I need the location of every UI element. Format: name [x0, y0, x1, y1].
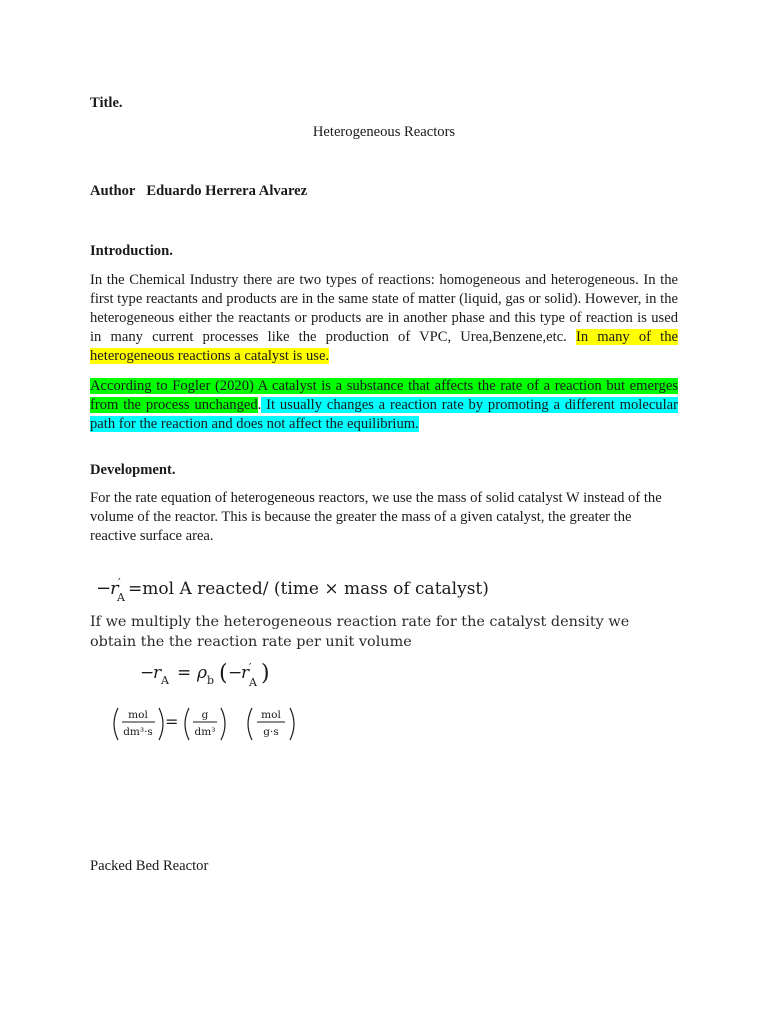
eq3-mid-denominator: dm³ [194, 726, 216, 738]
development-paragraph-2: If we multiply the heterogeneous reaction rate for the catalyst density we obtain the the reaction rate per unit volume [90, 614, 630, 650]
eq2-rhs-r: r [241, 663, 250, 683]
eq2-subscript: A [161, 674, 169, 687]
eq2-rhs-prime: ′ [249, 661, 252, 674]
eq2-equals: = [177, 663, 192, 683]
eq1-r: r [110, 578, 119, 599]
eq2-rho: ρ [197, 663, 207, 683]
introduction-paragraph-2 [90, 377, 678, 434]
eq1-rhs: =mol A reacted/ (time × mass of catalyst) [128, 579, 489, 599]
highlighted-cyan-text: It usually changes a reaction rate by promoting a different molecular path for the reaction and does not affect the equilibrium. [90, 397, 678, 432]
eq3-equals: = [165, 712, 179, 731]
units-equation [108, 702, 308, 746]
intro-p1-text: In the Chemical Industry there are two types of reactions: homogeneous and heterogeneous. In the first type reactants and products are in the same state of matter (liquid, gas or solid). However, in the heterogeneous either the reactants or products are in another phase and this type of reaction is used in many current processes like the production of VPC, Urea,Benzene,etc. [90, 272, 678, 345]
eq3-lhs-numerator: mol [128, 709, 148, 721]
title-label: Title. [90, 95, 123, 111]
highlighted-yellow-text: In many of the heterogeneous reactions a catalyst is use. [90, 329, 679, 364]
eq2-rho-subscript: b [207, 674, 215, 687]
eq3-lhs-fraction [114, 708, 163, 740]
eq2-r: r [153, 663, 162, 683]
author-line [90, 182, 307, 200]
eq1-prime: ′ [118, 576, 121, 590]
eq3-rhs-denominator: g·s [263, 726, 279, 738]
eq3-rhs-numerator: mol [261, 709, 281, 721]
eq1-minus: − [96, 578, 112, 599]
eq3-rhs-fraction [248, 708, 294, 740]
eq2-rhs-minus: − [228, 663, 243, 683]
eq2-minus: − [140, 663, 155, 683]
eq3-mid-numerator: g [201, 709, 209, 721]
rate-equation-per-volume [130, 656, 310, 694]
development-heading: Development. [90, 462, 176, 478]
eq2-close-paren: ) [261, 661, 270, 686]
eq1-subscript: A [117, 591, 125, 604]
eq3-mid-fraction [185, 708, 225, 740]
development-paragraph-1: For the rate equation of heterogeneous reactors, we use the mass of solid catalyst W instead of the volume of the reactor. This is because the greater the mass of a given catalyst, the greater the reactive surface area. [90, 490, 662, 544]
author-name: Eduardo Herrera Alvarez [146, 183, 308, 199]
introduction-heading: Introduction. [90, 243, 173, 259]
packed-bed-reactor-heading: Packed Bed Reactor [90, 858, 209, 874]
author-label: Author [90, 183, 136, 199]
eq2-rhs-subscript: A [249, 676, 257, 689]
introduction-paragraph-1 [90, 271, 678, 366]
intro-p2-period: . [257, 397, 262, 413]
eq3-lhs-denominator: dm³·s [123, 726, 153, 738]
document-title: Heterogeneous Reactors [312, 124, 456, 140]
eq2-open-paren: ( [219, 661, 228, 686]
highlighted-green-text: According to Fogler (2020) A catalyst is a substance that affects the rate of a reaction but emerges from the process unchanged [90, 378, 678, 413]
rate-equation-per-mass [90, 570, 510, 606]
